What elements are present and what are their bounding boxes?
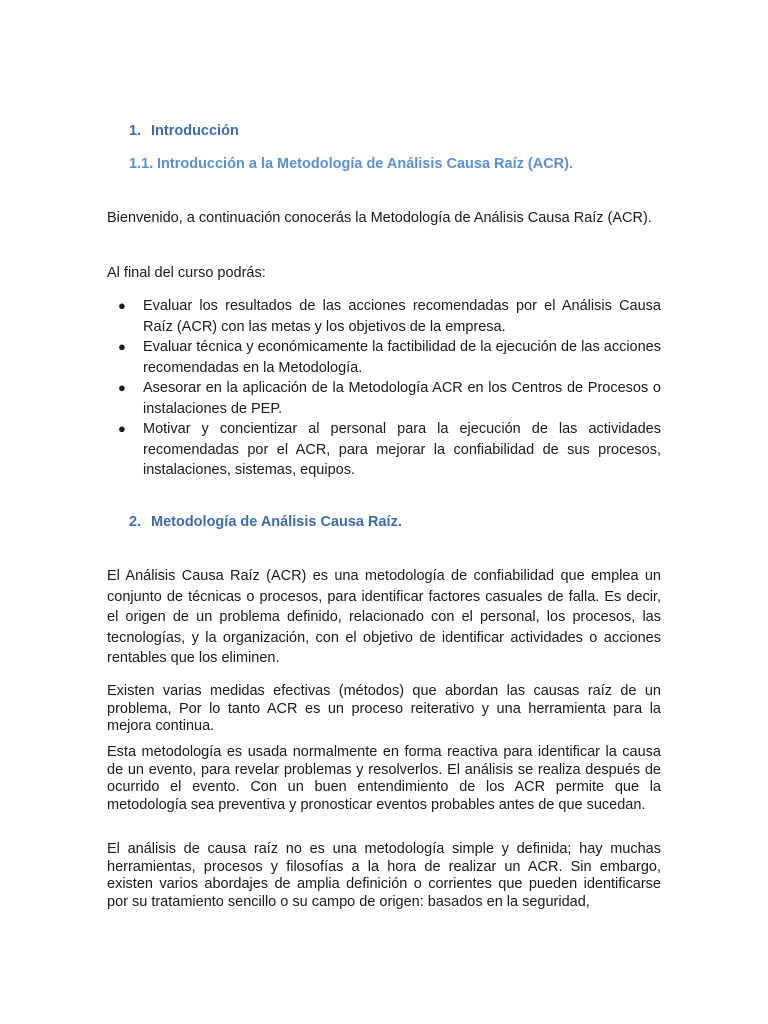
- bullet-icon: ●: [118, 421, 126, 436]
- subheading-number: 1.1.: [129, 156, 154, 172]
- section2-paragraph-3: Esta metodología es usada normalmente en forma reactiva para identificar la causa de un evento, para revelar problemas y resolverlos. El análisis se realiza después de ocurrido el evento. Con un buen entendimiento de los ACR permite que la metodología sea preventiva y pronosticar eventos probables antes de que sucedan.: [107, 744, 661, 813]
- section2-paragraph-1: El Análisis Causa Raíz (ACR) es una metodología de confiabilidad que emplea un conjunto de técnicas o procesos, para identificar factores casuales de falla. Es decir, el origen de un problema definido, relacionado con el personal, los procesos, las tecnologías, y la organización, con el objetivo de identificar actividades o acciones rentables que los eliminen.: [107, 568, 661, 666]
- bullet-icon: ●: [118, 380, 126, 395]
- section2-paragraph-2: Existen varias medidas efectivas (métodos) que abordan las causas raíz de un problema, Por lo tanto ACR es un proceso reiterativo y una herramienta para la mejora continua.: [107, 683, 661, 735]
- end-of-course-paragraph: Al final del curso podrás:: [107, 265, 266, 281]
- list-item: ● Asesorar en la aplicación de la Metodología ACR en los Centros de Procesos o instalaciones de PEP.: [118, 380, 661, 417]
- heading-text: Metodología de Análisis Causa Raíz.: [151, 514, 402, 530]
- bullet-icon: ●: [118, 298, 126, 313]
- heading-number: 2.: [129, 514, 142, 530]
- subheading-introduccion-acr: [129, 156, 573, 172]
- heading-number: 1.: [129, 123, 142, 139]
- section2-paragraph-4: El análisis de causa raíz no es una metodología simple y definida; hay muchas herramientas, procesos y filosofías a la hora de realizar un ACR. Sin embargo, existen varios abordajes de amplia definición o corrientes que pueden identificarse por su tratamiento sencillo o su campo de origen: basados en la seguridad,: [107, 841, 661, 910]
- heading-metodologia: [129, 514, 402, 530]
- list-item: ● Evaluar los resultados de las acciones recomendadas por el Análisis Causa Raíz (ACR) con las metas y los objetivos de la empresa.: [118, 298, 661, 335]
- bullet-icon: ●: [118, 339, 126, 354]
- list-item: ● Motivar y concientizar al personal para la ejecución de las actividades recomendadas por el ACR, para mejorar la confiabilidad de sus procesos, instalaciones, sistemas, equipos.: [118, 421, 661, 478]
- objectives-list: [107, 296, 661, 481]
- subheading-text: Introducción a la Metodología de Análisis Causa Raíz (ACR).: [157, 156, 573, 172]
- welcome-paragraph: Bienvenido, a continuación conocerás la Metodología de Análisis Causa Raíz (ACR).: [107, 210, 652, 226]
- list-item: ● Evaluar técnica y económicamente la factibilidad de la ejecución de las acciones recomendadas en la Metodología.: [118, 339, 661, 376]
- heading-text: Introducción: [151, 123, 239, 139]
- heading-introduccion: [129, 123, 239, 139]
